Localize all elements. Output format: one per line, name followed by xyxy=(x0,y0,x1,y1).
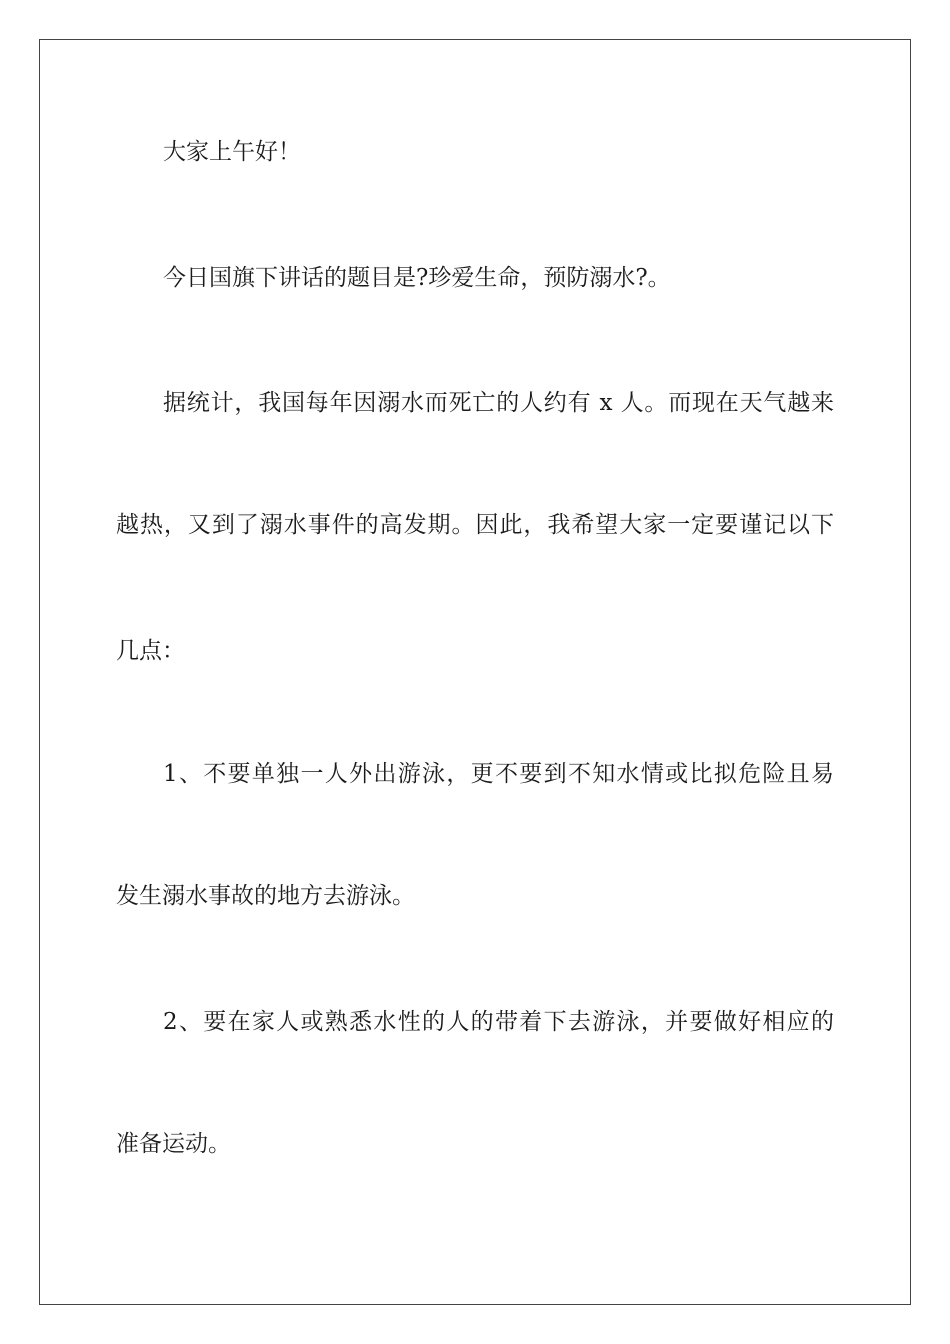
list-item-line: 2、要在家人或熟悉水性的人的带着下去游泳，并要做好相应的 xyxy=(163,1009,834,1035)
list-item-line: 1、不要单独一人外出游泳，更不要到不知水情或比拟危险且易 xyxy=(163,761,834,787)
paragraph-line: 越热，又到了溺水事件的高发期。因此，我希望大家一定要谨记以下 xyxy=(116,512,834,538)
speech-title-line: 今日国旗下讲话的题目是?珍爱生命，预防溺水?。 xyxy=(163,265,671,291)
paragraph-line: 几点： xyxy=(116,638,185,664)
list-item-line: 发生溺水事故的地方去游泳。 xyxy=(116,883,415,909)
list-item-line: 准备运动。 xyxy=(116,1131,231,1157)
page-border xyxy=(39,39,911,1305)
greeting-line: 大家上午好！ xyxy=(163,139,301,165)
paragraph-line: 据统计，我国每年因溺水而死亡的人约有 x 人。而现在天气越来 xyxy=(163,390,834,416)
